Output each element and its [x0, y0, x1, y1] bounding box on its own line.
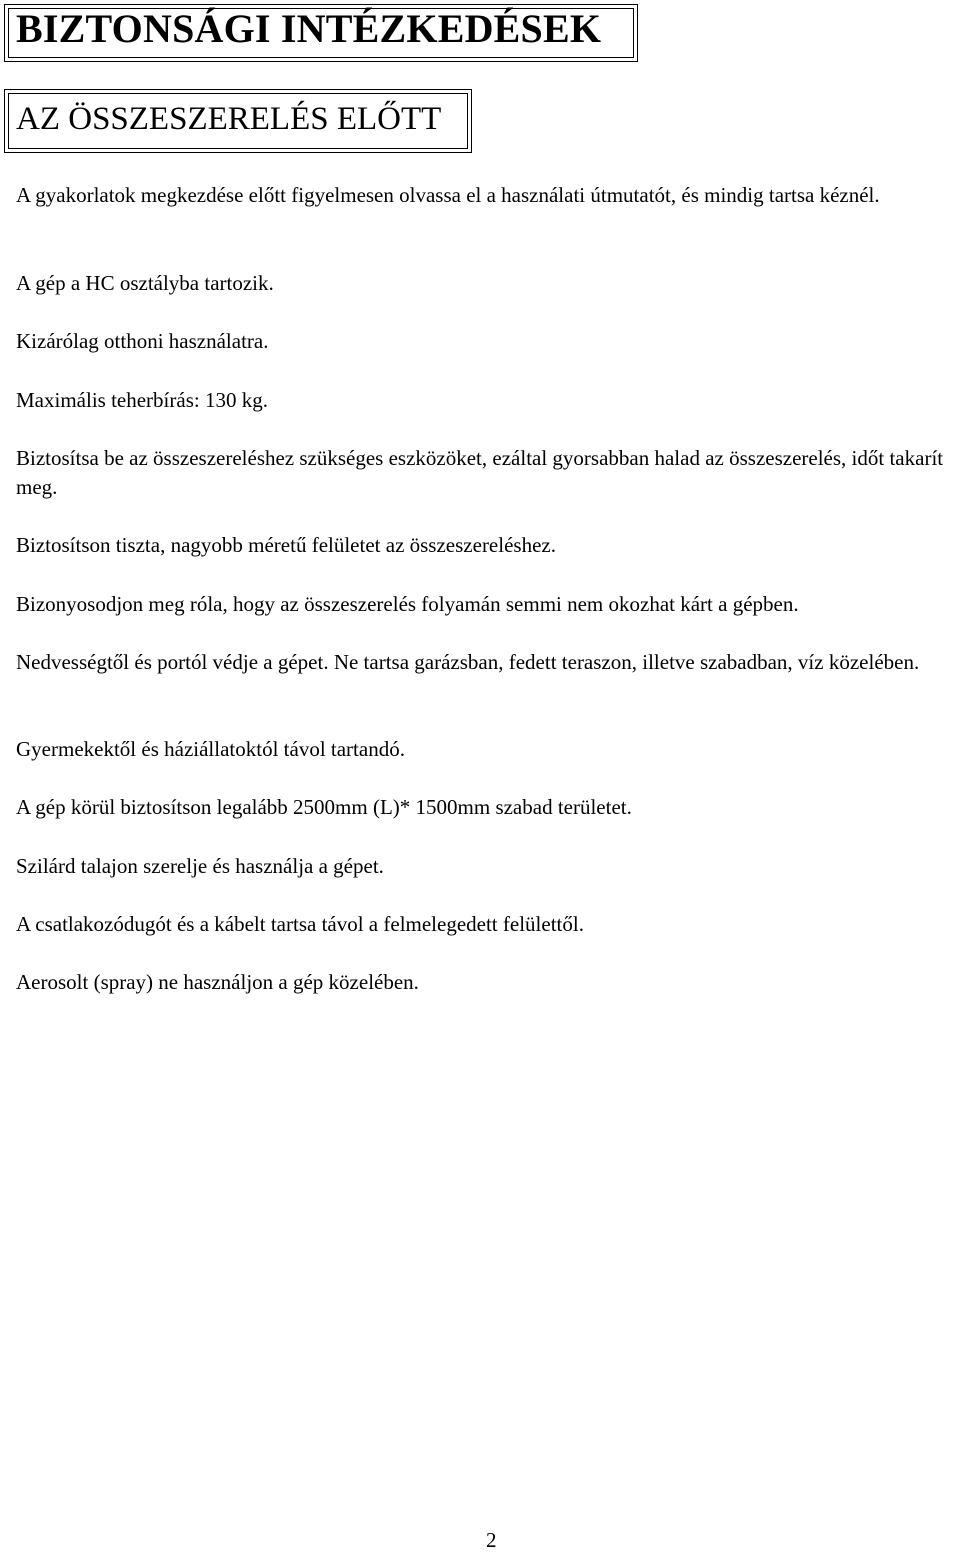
paragraph-free-area: A gép körül biztosítson legalább 2500mm (L)* 1500mm szabad területet.	[16, 795, 632, 819]
paragraph-read-manual: A gyakorlatok megkezdése előtt figyelmesen olvassa el a használati útmutatót, és mindig tartsa kéznél.	[16, 183, 880, 207]
paragraph-no-damage: Bizonyosodjon meg róla, hogy az összeszerelés folyamán semmi nem okozhat kárt a gépben.	[16, 592, 799, 616]
paragraph-max-load: Maximális teherbírás: 130 kg.	[16, 388, 268, 412]
paragraph-children-pets: Gyermekektől és háziállatoktól távol tartandó.	[16, 737, 405, 761]
paragraph-cable: A csatlakozódugót és a kábelt tartsa távol a felmelegedett felülettől.	[16, 912, 584, 936]
paragraph-tools: Biztosítsa be az összeszereléshez szükséges eszközöket, ezáltal gyorsabban halad az összeszerelés, időt takarít meg.	[16, 446, 944, 499]
paragraph-moisture: Nedvességtől és portól védje a gépet. Ne tartsa garázsban, fedett teraszon, illetve szabadban, víz közelében.	[16, 650, 920, 674]
page-number: 2	[486, 1528, 497, 1552]
paragraph-clean-surface: Biztosítson tiszta, nagyobb méretű felületet az összeszereléshez.	[16, 533, 556, 557]
paragraph-hc-class: A gép a HC osztályba tartozik.	[16, 271, 274, 295]
section-heading: AZ ÖSSZESZERELÉS ELŐTT	[16, 101, 442, 137]
paragraph-aerosol: Aerosolt (spray) ne használjon a gép közelében.	[16, 970, 419, 994]
paragraph-home-use: Kizárólag otthoni használatra.	[16, 329, 269, 353]
paragraph-solid-floor: Szilárd talajon szerelje és használja a gépet.	[16, 854, 384, 878]
page-title: BIZTONSÁGI INTÉZKEDÉSEK	[16, 6, 602, 51]
